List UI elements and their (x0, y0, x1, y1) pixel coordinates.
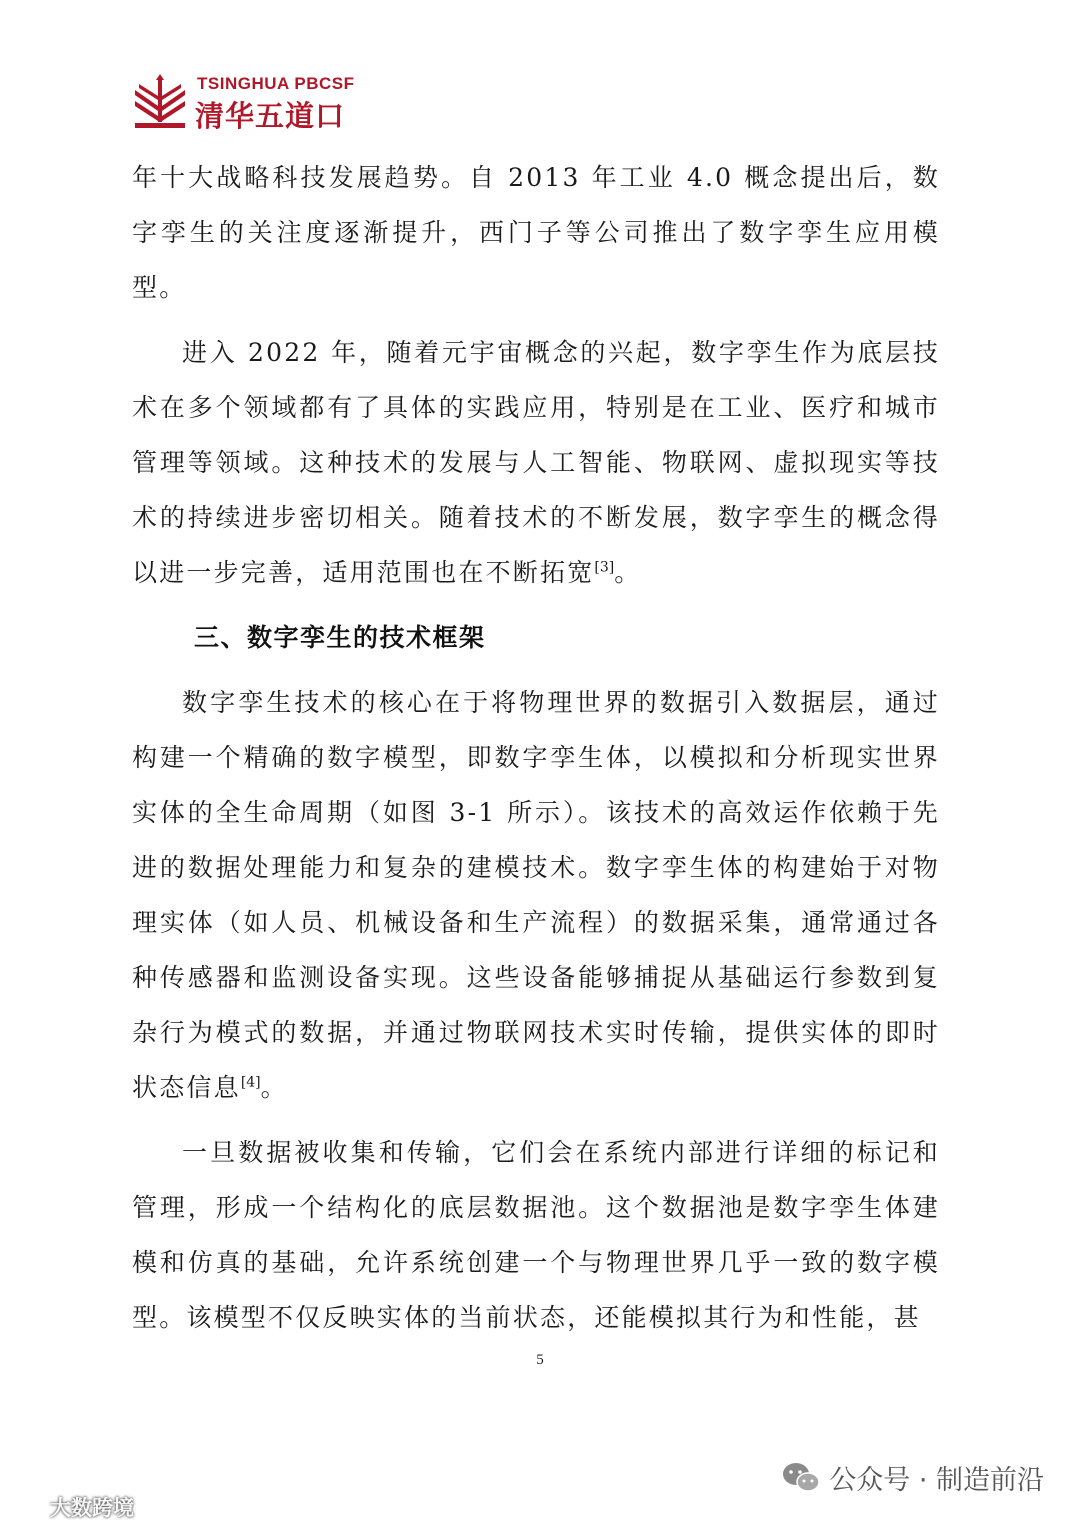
section-title: 三、数字孪生的技术框架 (194, 623, 486, 652)
pbcsf-logo-icon (133, 72, 187, 130)
paragraph-2-tail: 。 (614, 558, 642, 587)
paragraph-2-text: 进入 2022 年，随着元宇宙概念的兴起，数字孪生作为底层技术在多个领域都有了具体的实践应用，特别是在工业、医疗和城市管理等领域。这种技术的发展与人工智能、物联网、虚拟现实等技术的持续进步密切相关。随着技术的不断发展，数字孪生的概念得以进一步完善，适用范围也在不断拓宽 (132, 338, 940, 587)
wechat-icon (781, 1461, 821, 1495)
wechat-watermark (781, 1458, 1044, 1497)
citation-ref[interactable]: [3] (594, 559, 615, 576)
source-watermark-text: 大数跨境 (50, 1496, 134, 1520)
source-watermark (6, 1492, 134, 1522)
paragraph-2 (132, 325, 940, 600)
paragraph-4-text: 一旦数据被收集和传输，它们会在系统内部进行详细的标记和管理，形成一个结构化的底层数据池。这个数据池是数字孪生体建模和仿真的基础，允许系统创建一个与物理世界几乎一致的数字模型。该模型不仅反映实体的当前状态，还能模拟其行为和性能，甚 (132, 1138, 940, 1332)
logo-english-text: TSINGHUA PBCSF (197, 74, 355, 93)
citation-ref[interactable]: [4] (240, 1074, 261, 1091)
paragraph-1 (132, 150, 940, 315)
wechat-watermark-text: 公众号 · 制造前沿 (829, 1465, 1044, 1496)
paragraph-3-text: 数字孪生技术的核心在于将物理世界的数据引入数据层，通过构建一个精确的数字模型，即数字孪生体，以模拟和分析现实世界实体的全生命周期（如图 3-1 所示）。该技术的高效运作依赖于先进的数据处理能力和复杂的建模技术。数字孪生体的构建始于对物理实体（如人员、机械设备和生产流程）的数据采集，通常通过各种传感器和监测设备实现。这些设备能够捕捉从基础运行参数到复杂行为模式的数据，并通过物联网技术实时传输，提供实体的即时状态信息 (132, 688, 940, 1102)
paragraph-3-tail: 。 (260, 1073, 288, 1102)
page-number: 5 (536, 1352, 544, 1368)
paragraph-4 (132, 1125, 940, 1345)
watermark-logo-icon (6, 1495, 46, 1519)
paragraph-1-text: 年十大战略科技发展趋势。自 2013 年工业 4.0 概念提出后，数字孪生的关注度逐渐提升，西门子等公司推出了数字孪生应用模型。 (132, 163, 940, 302)
logo-chinese-text: 清华五道口 (195, 99, 346, 133)
paragraph-3 (132, 675, 940, 1115)
main-content (132, 150, 940, 1345)
